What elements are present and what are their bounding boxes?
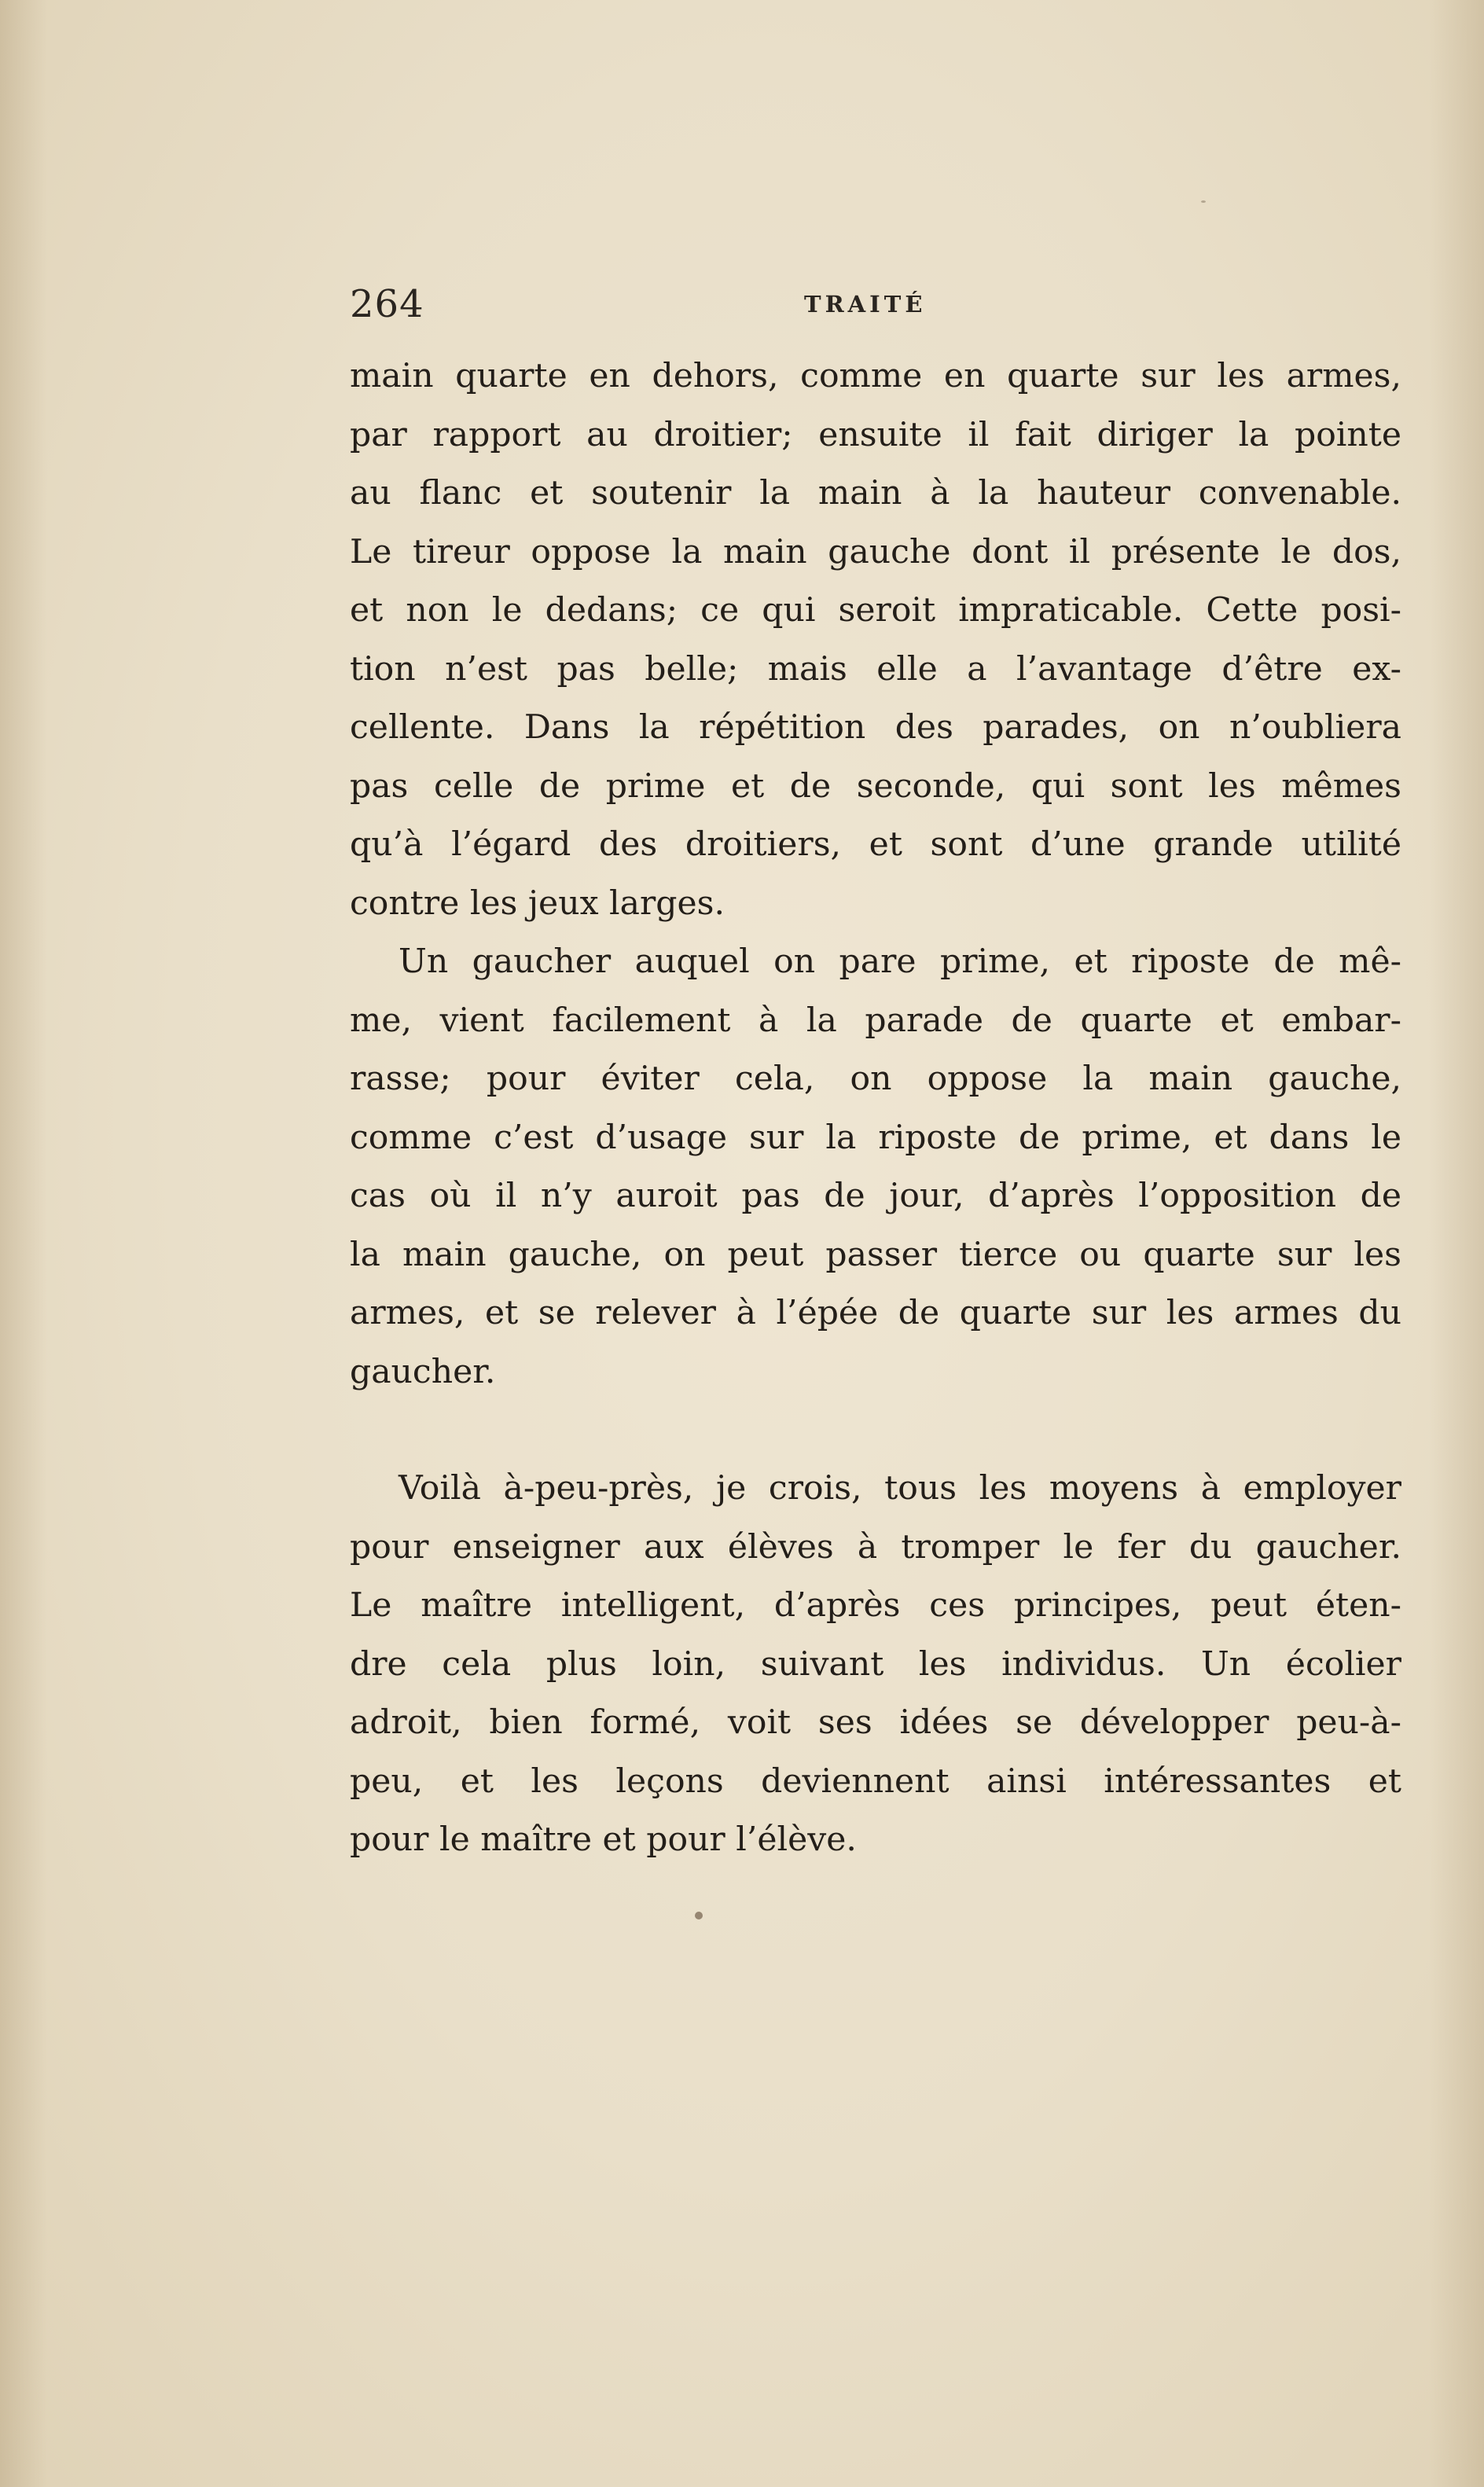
text-line: tion n’est pas belle; mais elle a l’avantage d’être ex-	[350, 649, 1401, 689]
text-line: Un gaucher auquel on pare prime, et riposte de mê-	[399, 942, 1401, 981]
text-line: au flanc et soutenir la main à la hauteur convenable.	[350, 474, 1401, 512]
text-line: pour le maître et pour l’élève.	[350, 1820, 857, 1859]
text-line: comme c’est d’usage sur la riposte de prime, et dans le	[350, 1118, 1401, 1157]
ink-spot	[695, 1912, 703, 1919]
text-line: me, vient facilement à la parade de quarte et embar-	[350, 1001, 1401, 1040]
paragraph-2	[350, 933, 1401, 1401]
text-line: pas celle de prime et de seconde, qui sont les mêmes	[350, 766, 1401, 806]
text-line: la main gauche, on peut passer tierce ou quarte sur les	[350, 1235, 1401, 1274]
text-line: cas où il n’y auroit pas de jour, d’après l’opposition de	[350, 1177, 1401, 1215]
text-line: pour enseigner aux élèves à tromper le fer du gaucher.	[350, 1527, 1401, 1567]
text-line: Le tireur oppose la main gauche dont il présente le dos,	[350, 532, 1401, 571]
text-line: armes, et se relever à l’épée de quarte sur les armes du	[350, 1294, 1401, 1332]
text-line: peu, et les leçons deviennent ainsi intéressantes et	[350, 1761, 1401, 1801]
body-text	[350, 347, 1401, 1870]
page-number: 264	[350, 282, 424, 326]
text-line: par rapport au droitier; ensuite il fait diriger la pointe	[350, 415, 1401, 454]
page-shadow-right	[1429, 0, 1484, 2487]
text-line: et non le dedans; ce qui seroit impraticable. Cette posi-	[350, 591, 1401, 630]
text-line: qu’à l’égard des droitiers, et sont d’une grande utilité	[350, 825, 1401, 864]
running-title: TRAITÉ	[804, 291, 927, 318]
text-line: adroit, bien formé, voit ses idées se développer peu-à-	[350, 1703, 1401, 1742]
text-line: gaucher.	[350, 1352, 496, 1391]
page-shadow-left	[0, 0, 47, 2487]
text-line: Le maître intelligent, d’après ces principes, peut éten-	[350, 1586, 1401, 1625]
paragraph-gap	[350, 1401, 1401, 1460]
text-line: main quarte en dehors, comme en quarte sur les armes,	[350, 357, 1401, 395]
running-head	[350, 277, 1379, 332]
text-line: Voilà à-peu-près, je crois, tous les moyens à employer	[399, 1469, 1401, 1508]
paper-speck	[1201, 200, 1206, 203]
text-line: rasse; pour éviter cela, on oppose la main gauche,	[350, 1060, 1401, 1098]
text-line: dre cela plus loin, suivant les individus. Un écolier	[350, 1644, 1401, 1684]
paragraph-3	[350, 1460, 1401, 1870]
text-line: contre les jeux larges.	[350, 883, 725, 923]
text-line: cellente. Dans la répétition des parades, on n’oubliera	[350, 708, 1401, 747]
paragraph-1	[350, 347, 1401, 933]
